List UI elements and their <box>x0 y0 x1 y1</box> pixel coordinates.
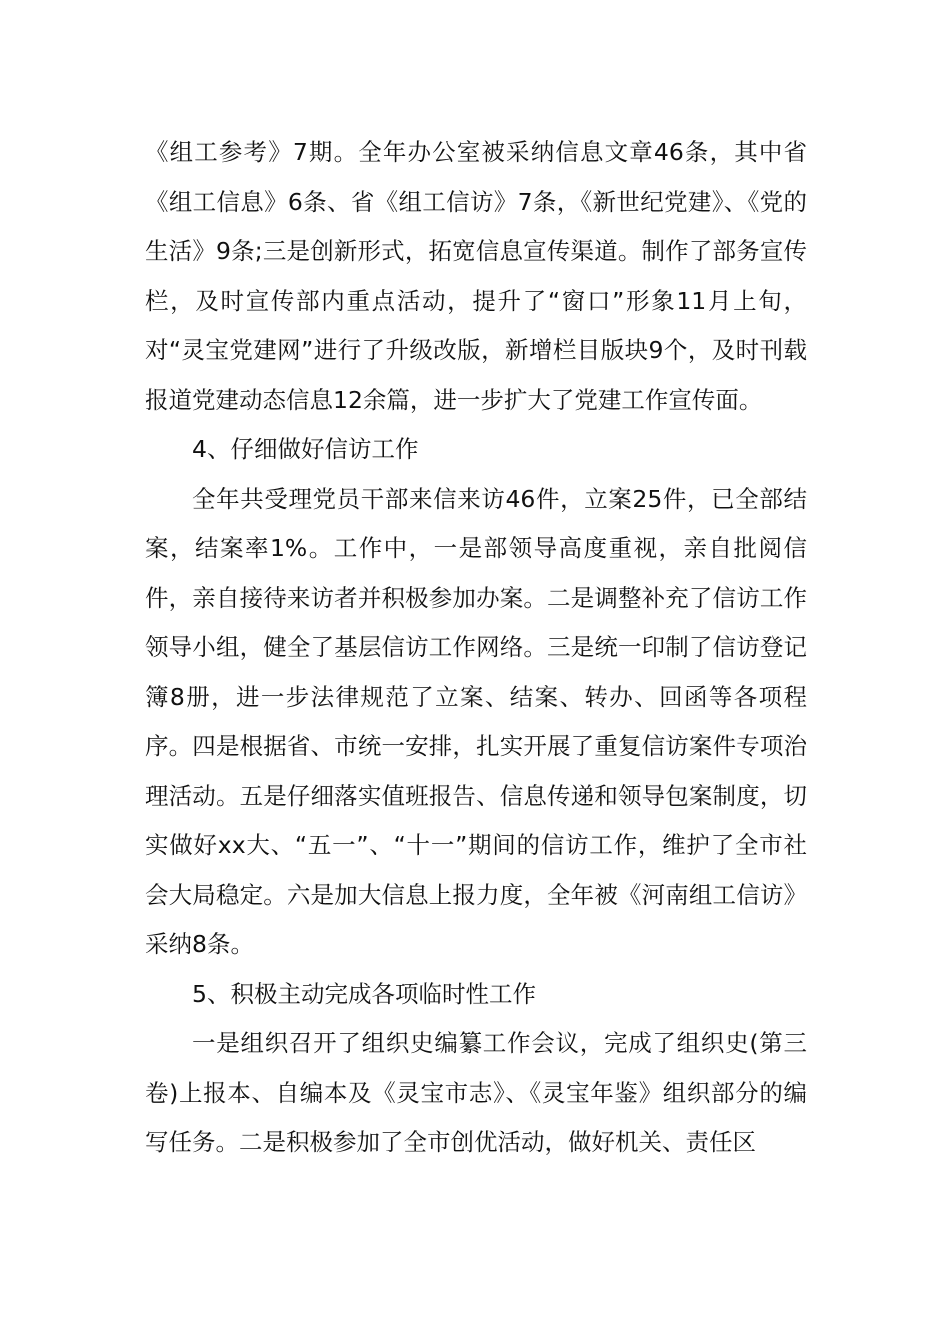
body-paragraph-petitions: 全年共受理党员干部来信来访46件，立案25件，已全部结案，结案率1%。工作中，一是部领导高度重视，亲自批阅信件，亲自接待来访者并积极参加办案。二是调整补充了信访工作领导小组，健全了基层信访工作网络。三是统一印制了信访登记簿8册，进一步法律规范了立案、结案、转办、回函等各项程序。四是根据省、市统一安排，扎实开展了重复信访案件专项治理活动。五是仔细落实值班报告、信息传递和领导包案制度，切实做好xx大、“五一”、“十一”期间的信访工作，维护了全市社会大局稳定。六是加大信息上报力度，全年被《河南组工信访》采纳8条。 <box>145 484 807 958</box>
body-paragraph-continued: 《组工参考》7期。全年办公室被采纳信息文章46条，其中省《组工信息》6条、省《组工信访》7条，《新世纪党建》、《党的生活》9条;三是创新形式，拓宽信息宣传渠道。制作了部务宣传栏，及时宣传部内重点活动，提升了“窗口”形象11月上旬，对“灵宝党建网”进行了升级改版，新增栏目版块9个，及时刊载报道党建动态信息12余篇，进一步扩大了党建工作宣传面。 <box>145 138 807 414</box>
body-paragraph-temporary-work: 一是组织召开了组织史编纂工作会议，完成了组织史(第三卷)上报本、自编本及《灵宝市志》、《灵宝年鉴》组织部分的编写任务。二是积极参加了全市创优活动，做好机关、责任区 <box>145 1029 807 1156</box>
section-heading-4: 4、仔细做好信访工作 <box>192 435 419 463</box>
document-body <box>145 128 807 1168</box>
section-heading-5: 5、积极主动完成各项临时性工作 <box>192 979 536 1008</box>
